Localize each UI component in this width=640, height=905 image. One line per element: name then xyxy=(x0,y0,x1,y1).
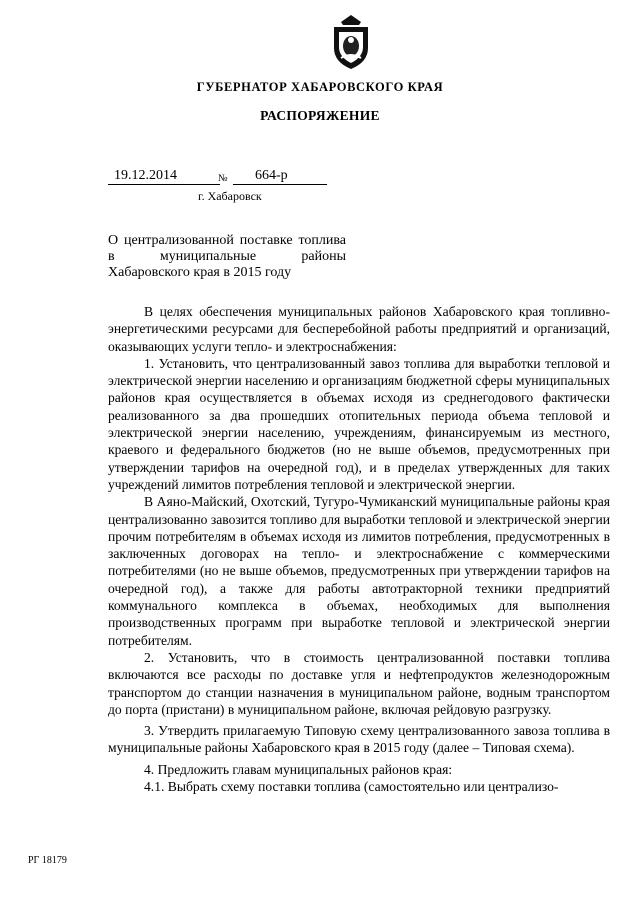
body-paragraph: 3. Утвердить прилагаемую Типовую схему централизованного завоза топлива в муниципальные районы Хабаровского края в 2015 году (далее – Типовая схема). xyxy=(108,723,610,756)
body-paragraph: В целях обеспечения муниципальных районов Хабаровского края топливно-энергетическими ресурсами для бесперебойной работы предприятий и организаций, оказывающих услуги тепло- и электроснабжения: xyxy=(108,304,610,354)
document-number: 664-р xyxy=(233,168,327,185)
body-paragraph: 4.1. Выбрать схему поставки топлива (самостоятельно или централизо- xyxy=(144,779,559,795)
body-paragraph: 2. Установить, что в стоимость централизованной поставки топлива включаются все расходы по доставке угля и нефтепродуктов железнодорожным транспортом до станции назначения в муниципальном районе, водным транспортом до порта (пристани) в муниципальном районе, включая рейдовую разгрузку. xyxy=(108,649,610,717)
document-body xyxy=(108,303,610,795)
document-type: РАСПОРЯЖЕНИЕ xyxy=(260,108,380,123)
body-paragraph: 1. Установить, что централизованный завоз топлива для выработки тепловой и электрической энергии населению и организациям бюджетной сферы муниципальных районов края осуществляется в объемах исходя из среднегодового фактически реализованного за два прошедших отопительных периода объема тепловой и электрической энергии населению, учреждениям, финансируемым из местного, краевого и федерального бюджетов (но не выше объемов, предусмотренных при утверждении тарифов на очередной год), и в пределах утвержденных для таких учреждений лимитов потребления тепловой и электрической энергии. xyxy=(108,355,610,492)
body-paragraph: 4. Предложить главам муниципальных районов края: xyxy=(144,761,453,777)
document-date: 19.12.2014 xyxy=(108,168,220,185)
body-paragraph: В Аяно-Майский, Охотский, Тугуро-Чумиканский муниципальные районы края централизованно завозится топливо для выработки тепловой и электрической энергии прочим потребителям в объемах исходя из лимитов потребления, предусмотренных в заключенных договорах на тепло- и электроснабжение с коммерческими потребителями (но не выше объемов, предусмотренных при утверждении тарифов на очередной год), а также для работы автотракторной техники предприятий коммунального комплекса в объемах, необходимых для выполнения производственных программ при выработке тепловой и электрической энергии потребителям. xyxy=(108,494,610,648)
coat-of-arms-emblem xyxy=(328,14,374,70)
document-code: РГ 18179 xyxy=(28,855,67,866)
issuer-title: ГУБЕРНАТОР ХАБАРОВСКОГО КРАЯ xyxy=(196,80,444,94)
document-subject: О централизованной поставке топлива в муниципальные районы Хабаровского края в 2015 году xyxy=(108,233,346,280)
document-city: г. Хабаровск xyxy=(198,189,262,203)
number-label: № xyxy=(218,173,228,184)
